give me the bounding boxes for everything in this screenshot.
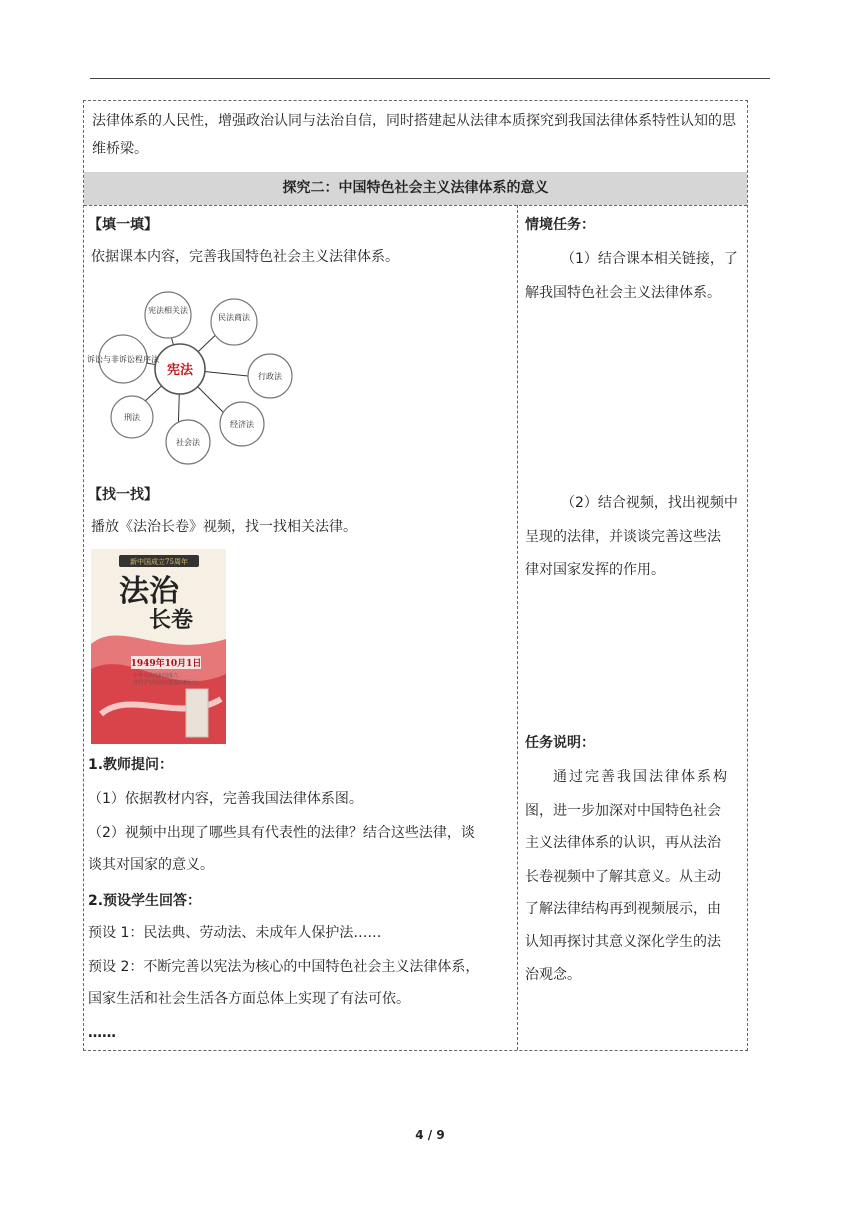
task2-line3: 律对国家发挥的作用。 [525, 562, 665, 578]
svg-text:1949年10月1日: 1949年10月1日 [130, 659, 202, 669]
answer-2-line2: 国家生活和社会生活各方面总体上实现了有法可依。 [88, 991, 410, 1007]
fill-heading: 【填一填】 [88, 217, 158, 233]
question-2-line2: 谈其对国家的意义。 [88, 857, 214, 873]
find-heading: 【找一找】 [88, 487, 158, 503]
scenario-heading: 情境任务： [525, 217, 595, 233]
task2-line1: （2）结合视频，找出视频中 [561, 495, 738, 511]
ellipsis: …… [88, 1025, 116, 1041]
question-2-line1: （2）视频中出现了哪些具有代表性的法律？结合这些法律，谈 [88, 825, 475, 841]
desc-line5: 了解法律结构再到视频展示，由 [525, 901, 721, 917]
node-administrative: 行政法 [258, 372, 282, 381]
page-number: 4 / 9 [415, 1128, 445, 1142]
answer-2-line1: 预设 2：不断完善以宪法为核心的中国特色社会主义法律体系， [88, 959, 480, 975]
lesson-table [83, 100, 748, 1051]
column-divider [517, 205, 518, 1050]
find-instruction: 播放《法治长卷》视频，找一找相关法律。 [91, 519, 357, 535]
desc-line1: 通过完善我国法律体系构 [553, 769, 729, 785]
svg-text:新中国成立75周年: 新中国成立75周年 [130, 558, 188, 566]
node-center-constitution: 宪法 [166, 363, 194, 378]
desc-line7: 治观念。 [525, 967, 581, 983]
poster-image [91, 549, 226, 744]
task1-line2: 解我国特色社会主义法律体系。 [525, 285, 721, 301]
task1-line1: （1）结合课本相关链接，了 [561, 251, 738, 267]
node-economic: 经济法 [230, 420, 254, 429]
task2-line2: 呈现的法律，并谈谈完善这些法 [525, 529, 721, 545]
student-answer-heading: 2.预设学生回答： [88, 893, 202, 909]
fill-instruction: 依据课本内容，完善我国特色社会主义法律体系。 [91, 249, 399, 265]
section-title: 探究二：中国特色社会主义法律体系的意义 [84, 172, 747, 205]
teacher-question-heading: 1.教师提问： [88, 757, 174, 773]
node-constitution-related: 宪法相关法 [148, 306, 188, 315]
node-criminal: 刑法 [124, 413, 140, 422]
legal-system-diagram [87, 287, 303, 467]
desc-line4: 长卷视频中了解其意义。从主动 [525, 869, 721, 885]
desc-line3: 主义法律体系的认识，再从法治 [525, 835, 721, 851]
desc-line6: 认知再探讨其意义深化学生的法 [525, 934, 721, 950]
svg-text:中华人民共和国成立，: 中华人民共和国成立， [133, 673, 184, 679]
question-1: （1）依据教材内容，完善我国法律体系图。 [88, 791, 363, 807]
header-rule [90, 78, 770, 79]
svg-text:开启了中国法治建设的新纪元。: 开启了中国法治建设的新纪元。 [133, 680, 204, 686]
intro-text: 法律体系的人民性，增强政治认同与法治自信，同时搭建起从法律本质探究到我国法律体系特性认知的思维桥梁。 [92, 113, 736, 157]
task-description-heading: 任务说明： [525, 735, 595, 751]
node-civil-commercial: 民法商法 [218, 313, 250, 322]
node-procedural: 诉讼与非诉讼程序法 [87, 355, 159, 364]
node-social: 社会法 [176, 438, 200, 447]
desc-line2: 图，进一步加深对中国特色社会 [525, 803, 721, 819]
svg-text:法治: 法治 [119, 574, 179, 609]
svg-text:长卷: 长卷 [148, 607, 194, 633]
answer-1: 预设 1：民法典、劳动法、未成年人保护法…… [88, 925, 382, 941]
